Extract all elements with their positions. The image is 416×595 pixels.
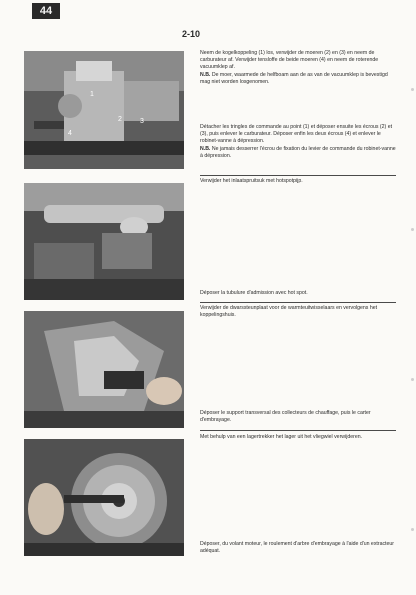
binder-hole-mark [411, 228, 414, 231]
binder-hole-mark [411, 528, 414, 531]
step2-dutch-paragraph: Verwijder het inlaatspruitsuk met hotspotpijp. [200, 178, 303, 184]
photo-flywheel-bearing-puller [24, 439, 184, 556]
step3-french-text [200, 410, 396, 424]
step1-french-paragraph: Détacher les tringles de commande au point (1) et déposer ensuite les écrous (2) et (3), puis enlever le carburateur. Déposer enfin les deux écrous (4) et enlever le robinet-vanne à dépression. [200, 124, 393, 145]
step1-french-text [200, 124, 396, 160]
photo-carburettor-removal [24, 51, 184, 169]
photo-clutch-housing [24, 311, 184, 428]
page-number: 44 [32, 3, 60, 19]
step1-dutch-note [200, 72, 396, 86]
binder-hole-mark [411, 378, 414, 381]
step1-french-note [200, 146, 396, 160]
callout-4: 4 [68, 130, 72, 137]
photo-flywheel-bearing-puller-image [24, 439, 184, 556]
step1-french-note-text: Ne jamais desserrer l'écrou de fixation du levier de commande du robinet-vanne à dépression. [200, 145, 396, 159]
callout-1: 1 [90, 91, 94, 98]
callout-3: 3 [140, 118, 144, 125]
step4-dutch-text [200, 434, 396, 441]
section-number: 2-10 [182, 29, 201, 39]
section-divider-2 [200, 302, 396, 303]
section-divider-3 [200, 430, 396, 431]
photo-clutch-housing-image [24, 311, 184, 428]
step1-dutch-note-label: N.B. [200, 71, 211, 78]
step4-dutch-paragraph: Met behulp van een lagertrekker het lager uit het vliegwiel verwijderen. [200, 434, 363, 440]
binder-hole-mark [411, 88, 414, 91]
callout-2: 2 [118, 116, 122, 123]
step1-french-note-label: N.B. [200, 145, 211, 152]
step4-french-text [200, 541, 396, 555]
step3-french-paragraph: Déposer le support transversal des collecteurs de chauffage, puis le carter d'embrayage. [200, 410, 371, 424]
step2-french-paragraph: Déposer la tubulure d'admission avec hot spot. [200, 290, 308, 296]
step3-dutch-paragraph: Verwijder de dwarssteunplaat voor de warmteuitwisselaars en vervolgens het koppelingshuis. [200, 305, 378, 319]
step1-dutch-note-text: De moer, waarmede de helfboam aan de as van de vacuumklep is bevestigd mag niet worden losgenomen. [200, 71, 388, 85]
photo-intake-manifold [24, 183, 184, 300]
photo-intake-manifold-image [24, 183, 184, 300]
photo-carburettor-removal-image [24, 51, 184, 169]
section-divider-1 [200, 175, 396, 176]
step1-dutch-paragraph: Neem de kogelkoppeling (1) los, verwijder de moeren (2) en (3) en neem de carburateur af. Verwijder tensloffe de beide moeren (4) en neem de roterende vacuumklep af. [200, 50, 379, 71]
step1-dutch-text [200, 50, 396, 86]
step2-french-text [200, 290, 396, 297]
step2-dutch-text [200, 178, 396, 185]
step4-french-paragraph: Déposer, du volant moteur, le roulement d'arbre d'embrayage à l'aide d'un extracteur adéquat. [200, 541, 394, 555]
step3-dutch-text [200, 305, 396, 319]
